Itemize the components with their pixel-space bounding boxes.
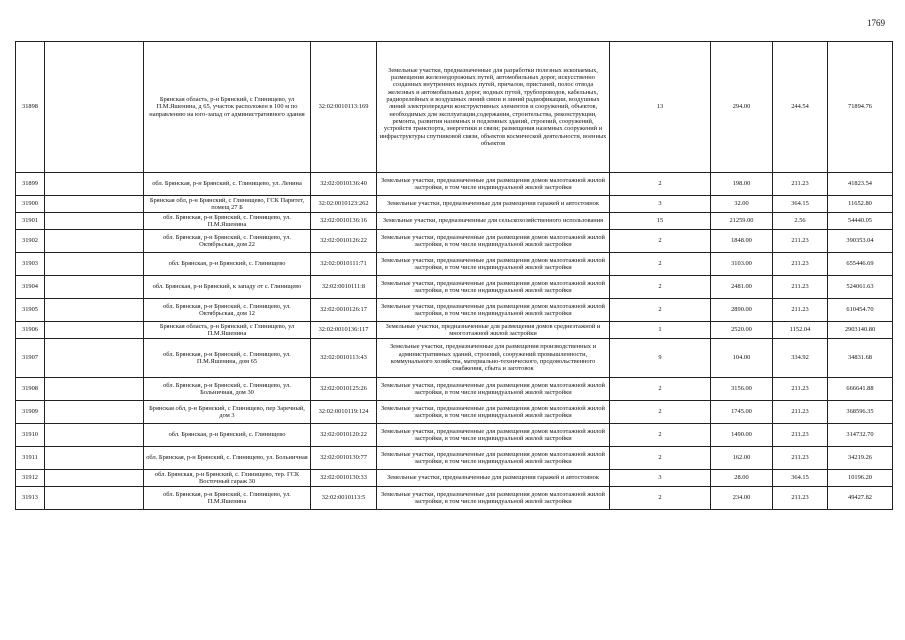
land-use-cell: Земельные участки, предназначенные для сельскохозяйственного использования xyxy=(377,213,610,230)
empty-cell xyxy=(45,470,144,487)
land-use-cell: Земельные участки, предназначенные для размещения домов малоэтажной жилой застройки, в том числе индивидуальной жилой застройки xyxy=(377,253,610,276)
cadastral-number-cell: 32:02:0010113:169 xyxy=(311,42,377,173)
address-cell: обл. Брянская, р-н Брянский, с. Глинищево, ул. П.М.Яшенина xyxy=(144,213,311,230)
cadastral-value-cell: 655446.69 xyxy=(828,253,893,276)
table-row xyxy=(16,487,893,510)
page-number: 1769 xyxy=(867,18,885,28)
area-cell: 2890.00 xyxy=(711,299,773,322)
empty-cell xyxy=(45,42,144,173)
area-cell: 3103.00 xyxy=(711,253,773,276)
group-cell: 3 xyxy=(610,196,711,213)
group-cell: 2 xyxy=(610,447,711,470)
land-use-cell: Земельные участки, предназначенные для размещения домов малоэтажной жилой застройки, в том числе индивидуальной жилой застройки xyxy=(377,299,610,322)
group-cell: 2 xyxy=(610,253,711,276)
empty-cell xyxy=(45,299,144,322)
address-cell: обл. Брянская, р-н Брянский, с. Глинищево xyxy=(144,253,311,276)
group-cell: 2 xyxy=(610,230,711,253)
land-use-cell: Земельные участки, предназначенные для размещения домов малоэтажной жилой застройки, в том числе индивидуальной жилой застройки xyxy=(377,378,610,401)
land-use-cell: Земельные участки, предназначенные для размещения домов малоэтажной жилой застройки, в том числе индивидуальной жилой застройки xyxy=(377,173,610,196)
group-cell: 1 xyxy=(610,322,711,339)
cadastral-value-cell: 314732.70 xyxy=(828,424,893,447)
row-number: 31903 xyxy=(16,253,45,276)
area-cell: 2481.00 xyxy=(711,276,773,299)
cadastral-number-cell: 32:02:0010113:5 xyxy=(311,487,377,510)
rate-cell: 211.23 xyxy=(773,253,828,276)
empty-cell xyxy=(45,401,144,424)
empty-cell xyxy=(45,378,144,401)
cadastral-value-table xyxy=(15,41,893,510)
empty-cell xyxy=(45,213,144,230)
address-cell: Брянская обл, р-н Брянский, с Глинищево, пер Заречный, дом 3 xyxy=(144,401,311,424)
cadastral-number-cell: 32:02:0010136:117 xyxy=(311,322,377,339)
empty-cell xyxy=(45,230,144,253)
row-number: 31908 xyxy=(16,378,45,401)
row-number: 31911 xyxy=(16,447,45,470)
cadastral-number-cell: 32:02:0010130:33 xyxy=(311,470,377,487)
table-row xyxy=(16,299,893,322)
address-cell: обл. Брянская, р-н Брянский, с. Глинищево, ул. П.М.Яшенина, дом 65 xyxy=(144,339,311,378)
empty-cell xyxy=(45,447,144,470)
empty-cell xyxy=(45,276,144,299)
table-row xyxy=(16,378,893,401)
cadastral-value-cell: 390353.04 xyxy=(828,230,893,253)
group-cell: 3 xyxy=(610,470,711,487)
cadastral-value-cell: 71894.76 xyxy=(828,42,893,173)
area-cell: 198.00 xyxy=(711,173,773,196)
cadastral-value-cell: 54440.05 xyxy=(828,213,893,230)
area-cell: 294.00 xyxy=(711,42,773,173)
rate-cell: 2.56 xyxy=(773,213,828,230)
table-row xyxy=(16,424,893,447)
rate-cell: 211.23 xyxy=(773,230,828,253)
rate-cell: 364.15 xyxy=(773,470,828,487)
land-use-cell: Земельные участки, предназначенные для размещения домов малоэтажной жилой застройки, в том числе индивидуальной жилой застройки xyxy=(377,401,610,424)
land-use-cell: Земельные участки, предназначенные для размещения домов малоэтажной жилой застройки, в том числе индивидуальной жилой застройки xyxy=(377,447,610,470)
table-row xyxy=(16,276,893,299)
row-number: 31910 xyxy=(16,424,45,447)
rate-cell: 211.23 xyxy=(773,401,828,424)
row-number: 31905 xyxy=(16,299,45,322)
rate-cell: 211.23 xyxy=(773,447,828,470)
cadastral-value-cell: 2903140.80 xyxy=(828,322,893,339)
address-cell: обл. Брянская, р-н Брянский, с. Глинищево, ул. Больничная, дом 30 xyxy=(144,378,311,401)
table-row xyxy=(16,42,893,173)
area-cell: 104.00 xyxy=(711,339,773,378)
area-cell: 1848.00 xyxy=(711,230,773,253)
group-cell: 9 xyxy=(610,339,711,378)
group-cell: 2 xyxy=(610,424,711,447)
empty-cell xyxy=(45,424,144,447)
land-use-cell: Земельные участки, предназначенные для размещения гаражей и автостоянок xyxy=(377,470,610,487)
table-row xyxy=(16,196,893,213)
table-row xyxy=(16,401,893,424)
rate-cell: 211.23 xyxy=(773,276,828,299)
group-cell: 2 xyxy=(610,299,711,322)
address-cell: Брянская область, р-н Брянский, с Глинищево, ул П.М.Яшенина, д 65, участок расположен в 100 м по направлению на юго-запад от административного здания xyxy=(144,42,311,173)
land-use-cell: Земельные участки, предназначенные для размещения гаражей и автостоянок xyxy=(377,196,610,213)
land-use-cell: Земельные участки, предназначенные для размещения домов малоэтажной жилой застройки, в том числе индивидуальной жилой застройки xyxy=(377,230,610,253)
group-cell: 2 xyxy=(610,276,711,299)
group-cell: 15 xyxy=(610,213,711,230)
area-cell: 28.00 xyxy=(711,470,773,487)
rate-cell: 1152.04 xyxy=(773,322,828,339)
empty-cell xyxy=(45,173,144,196)
cadastral-number-cell: 32:02:0010126:17 xyxy=(311,299,377,322)
cadastral-number-cell: 32:02:0010123:262 xyxy=(311,196,377,213)
table-row xyxy=(16,470,893,487)
address-cell: Брянская обл, р-н Брянский, с Глинищево, ГСК Паритет, помещ 27 Б xyxy=(144,196,311,213)
table-row xyxy=(16,173,893,196)
area-cell: 3156.00 xyxy=(711,378,773,401)
row-number: 31907 xyxy=(16,339,45,378)
rate-cell: 211.23 xyxy=(773,487,828,510)
area-cell: 2520.00 xyxy=(711,322,773,339)
row-number: 31901 xyxy=(16,213,45,230)
rate-cell: 211.23 xyxy=(773,378,828,401)
rate-cell: 211.23 xyxy=(773,173,828,196)
area-cell: 234.00 xyxy=(711,487,773,510)
cadastral-number-cell: 32:02:0010113:43 xyxy=(311,339,377,378)
rate-cell: 211.23 xyxy=(773,424,828,447)
cadastral-value-cell: 11652.80 xyxy=(828,196,893,213)
group-cell: 13 xyxy=(610,42,711,173)
address-cell: обл. Брянская, р-н Брянский, с. Глинищево, ул. Ленина xyxy=(144,173,311,196)
cadastral-value-cell: 610454.70 xyxy=(828,299,893,322)
rate-cell: 364.15 xyxy=(773,196,828,213)
cadastral-number-cell: 32:02:0010111:71 xyxy=(311,253,377,276)
address-cell: обл. Брянская, р-н Брянский, с. Глинищево, ул. Октябрьская, дом 12 xyxy=(144,299,311,322)
address-cell: обл. Брянская, р-н Брянский, с. Глинищево, ул. П.М.Яшенина xyxy=(144,487,311,510)
group-cell: 2 xyxy=(610,173,711,196)
cadastral-number-cell: 32:02:0010119:124 xyxy=(311,401,377,424)
cadastral-value-cell: 34219.26 xyxy=(828,447,893,470)
cadastral-number-cell: 32:02:0010120:22 xyxy=(311,424,377,447)
row-number: 31898 xyxy=(16,42,45,173)
table-row xyxy=(16,447,893,470)
land-use-cell: Земельные участки, предназначенные для размещения производственных и административных зданий, строений, сооружений промышленности, коммунального хозяйства, материально-технического, продовольственного снабжения, сбыта и заготовок xyxy=(377,339,610,378)
cadastral-value-cell: 666641.88 xyxy=(828,378,893,401)
group-cell: 2 xyxy=(610,378,711,401)
address-cell: обл. Брянская, р-н Брянский, с. Глинищево, тер. ГСК Восточный гараж 30 xyxy=(144,470,311,487)
empty-cell xyxy=(45,196,144,213)
cadastral-number-cell: 32:02:0010136:40 xyxy=(311,173,377,196)
empty-cell xyxy=(45,253,144,276)
address-cell: обл. Брянская, р-н Брянский, с. Глинищево, ул. Октябрьская, дом 22 xyxy=(144,230,311,253)
row-number: 31912 xyxy=(16,470,45,487)
cadastral-value-cell: 368596.35 xyxy=(828,401,893,424)
empty-cell xyxy=(45,487,144,510)
rate-cell: 211.23 xyxy=(773,299,828,322)
land-use-cell: Земельные участки, предназначенные для разработки полезных ископаемых, размещения железнодорожных путей, автомобильных дорог, искусственно созданных внутренних водных путей, причалов, пристаней, полос отвода железных и автомобильных дорог, водных путей, трубопроводов, кабельных, радиорелейных и воздушных линий связи и линий радиофикации, воздушных линий электропередачи конструктивных элементов и сооружений, объектов, необходимых для эксплуатации,содержания, строительства, реконструкции, ремонта, развития наземных и подземных зданий, строений, сооружений, устройств транспорта, энергетики и связи; размещения наземных сооружений и инфраструктуры спутниковой связи, объектов космической деятельности, военных объектов xyxy=(377,42,610,173)
rate-cell: 244.54 xyxy=(773,42,828,173)
group-cell: 2 xyxy=(610,401,711,424)
row-number: 31913 xyxy=(16,487,45,510)
empty-cell xyxy=(45,322,144,339)
row-number: 31899 xyxy=(16,173,45,196)
row-number: 31909 xyxy=(16,401,45,424)
land-use-cell: Земельные участки, предназначенные для размещения домов малоэтажной жилой застройки, в том числе индивидуальной жилой застройки xyxy=(377,276,610,299)
area-cell: 1745.00 xyxy=(711,401,773,424)
cadastral-value-cell: 524061.63 xyxy=(828,276,893,299)
table-row xyxy=(16,322,893,339)
group-cell: 2 xyxy=(610,487,711,510)
table-row xyxy=(16,253,893,276)
cadastral-number-cell: 32:02:0010125:26 xyxy=(311,378,377,401)
land-use-cell: Земельные участки, предназначенные для размещения домов малоэтажной жилой застройки, в том числе индивидуальной жилой застройки xyxy=(377,424,610,447)
area-cell: 32.00 xyxy=(711,196,773,213)
table-row xyxy=(16,339,893,378)
address-cell: обл. Брянская, р-н Брянский, с. Глинищево xyxy=(144,424,311,447)
cadastral-value-cell: 34831.68 xyxy=(828,339,893,378)
row-number: 31902 xyxy=(16,230,45,253)
address-cell: Брянская область, р-н Брянский, с Глинищево, ул П.М.Яшенина xyxy=(144,322,311,339)
area-cell: 162.00 xyxy=(711,447,773,470)
cadastral-number-cell: 32:02:0010111:8 xyxy=(311,276,377,299)
cadastral-value-cell: 41823.54 xyxy=(828,173,893,196)
rate-cell: 334.92 xyxy=(773,339,828,378)
cadastral-number-cell: 32:02:0010130:77 xyxy=(311,447,377,470)
cadastral-value-cell: 10196.20 xyxy=(828,470,893,487)
land-use-cell: Земельные участки, предназначенные для размещения домов малоэтажной жилой застройки, в том числе индивидуальной жилой застройки xyxy=(377,487,610,510)
cadastral-value-cell: 49427.82 xyxy=(828,487,893,510)
area-cell: 1490.00 xyxy=(711,424,773,447)
land-use-cell: Земельные участки, предназначенные для размещения домов среднеэтажной и многоэтажной жилой застройки xyxy=(377,322,610,339)
row-number: 31906 xyxy=(16,322,45,339)
table-row xyxy=(16,230,893,253)
row-number: 31904 xyxy=(16,276,45,299)
table-row xyxy=(16,213,893,230)
address-cell: обл. Брянская, р-н Брянский, к западу от с. Глинищево xyxy=(144,276,311,299)
address-cell: обл. Брянская, р-н Брянский, с. Глинищево, ул. Больничная xyxy=(144,447,311,470)
empty-cell xyxy=(45,339,144,378)
row-number: 31900 xyxy=(16,196,45,213)
area-cell: 21259.00 xyxy=(711,213,773,230)
cadastral-number-cell: 32:02:0010136:16 xyxy=(311,213,377,230)
cadastral-number-cell: 32:02:0010126:22 xyxy=(311,230,377,253)
